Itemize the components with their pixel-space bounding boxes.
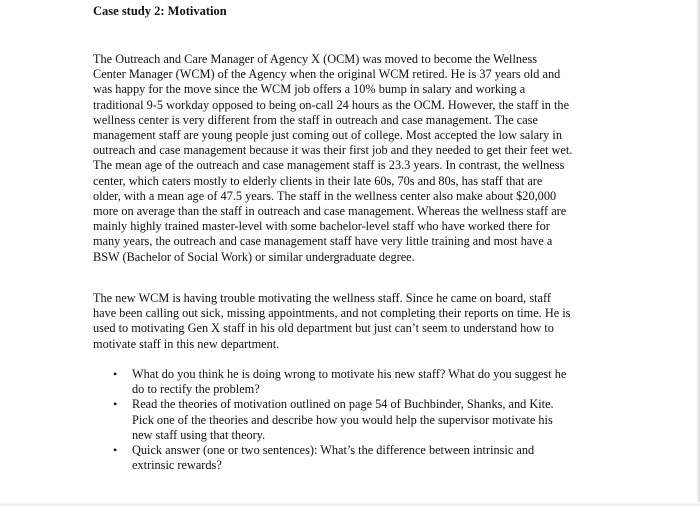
page-bottom-shadow bbox=[0, 502, 700, 506]
question-list bbox=[113, 367, 613, 473]
text-line: What do you think he is doing wrong to motivate his new staff? What do you suggest he bbox=[132, 367, 567, 381]
bullet-icon: • bbox=[113, 367, 118, 381]
text-line: was happy for the move since the WCM job offers a 10% bump in salary and working a bbox=[93, 82, 526, 97]
text-line: center, which caters mostly to elderly clients in their late 60s, 70s and 80s, has staff that are bbox=[93, 173, 543, 188]
text-line: extrinsic rewards? bbox=[132, 458, 222, 473]
text-line: The Outreach and Care Manager of Agency X (OCM) was moved to become the Wellness bbox=[93, 52, 538, 66]
bullet-icon: • bbox=[113, 443, 118, 458]
question-item bbox=[113, 443, 613, 473]
text-line: more on average than the staff in outreach and case management. Whereas the wellness staff are bbox=[93, 204, 567, 219]
text-line: BSW (Bachelor of Social Work) or similar undergraduate degree. bbox=[93, 249, 415, 264]
text-line: have been calling out sick, missing appointments, and not completing their reports on time. He is bbox=[93, 306, 571, 321]
text-line: Center Manager (WCM) of the Agency when the original WCM retired. He is 37 years old and bbox=[93, 67, 561, 82]
text-line: Read the theories of motivation outlined on page 54 of Buchbinder, Shanks, and Kite. bbox=[132, 397, 554, 412]
text-line: Pick one of the theories and describe how you would help the supervisor motivate his bbox=[132, 412, 553, 427]
text-line: motivate staff in this new department. bbox=[93, 336, 280, 351]
page-title: Case study 2: Motivation bbox=[93, 4, 227, 18]
paragraph-motivation-problem bbox=[93, 291, 613, 352]
text-line: management staff are young people just coming out of college. Most accepted the low salary in bbox=[93, 128, 562, 143]
question-item bbox=[113, 367, 613, 397]
paragraph-case-description bbox=[93, 52, 613, 265]
text-line: Quick answer (one or two sentences): What’s the difference between intrinsic and bbox=[132, 443, 535, 458]
text-line: traditional 9-5 workday opposed to being on-call 24 hours as the OCM. However, the staff in the bbox=[93, 97, 570, 112]
text-line: older, with a mean age of 47.5 years. The staff in the wellness center also make about $20,000 bbox=[93, 188, 557, 203]
text-line: The new WCM is having trouble motivating the wellness staff. Since he came on board, staff bbox=[93, 291, 551, 305]
text-line: new staff using that theory. bbox=[132, 427, 266, 442]
text-line: mainly highly trained master-level with some bachelor-level staff who have worked there for bbox=[93, 219, 550, 234]
text-line: do to rectify the problem? bbox=[132, 382, 260, 397]
text-line: used to motivating Gen X staff in his old department but just can’t seem to understand how to bbox=[93, 321, 554, 336]
bullet-icon: • bbox=[113, 397, 118, 412]
text-line: outreach and case management because it was their first job and they needed to get their feet wet. bbox=[93, 143, 573, 158]
text-line: The mean age of the outreach and case management staff is 23.3 years. In contrast, the wellness bbox=[93, 158, 565, 173]
text-line: many years, the outreach and case management staff have very little training and most have a bbox=[93, 234, 553, 249]
text-line: wellness center is very different from the staff in outreach and case management. The case bbox=[93, 112, 538, 127]
question-item bbox=[113, 397, 613, 443]
